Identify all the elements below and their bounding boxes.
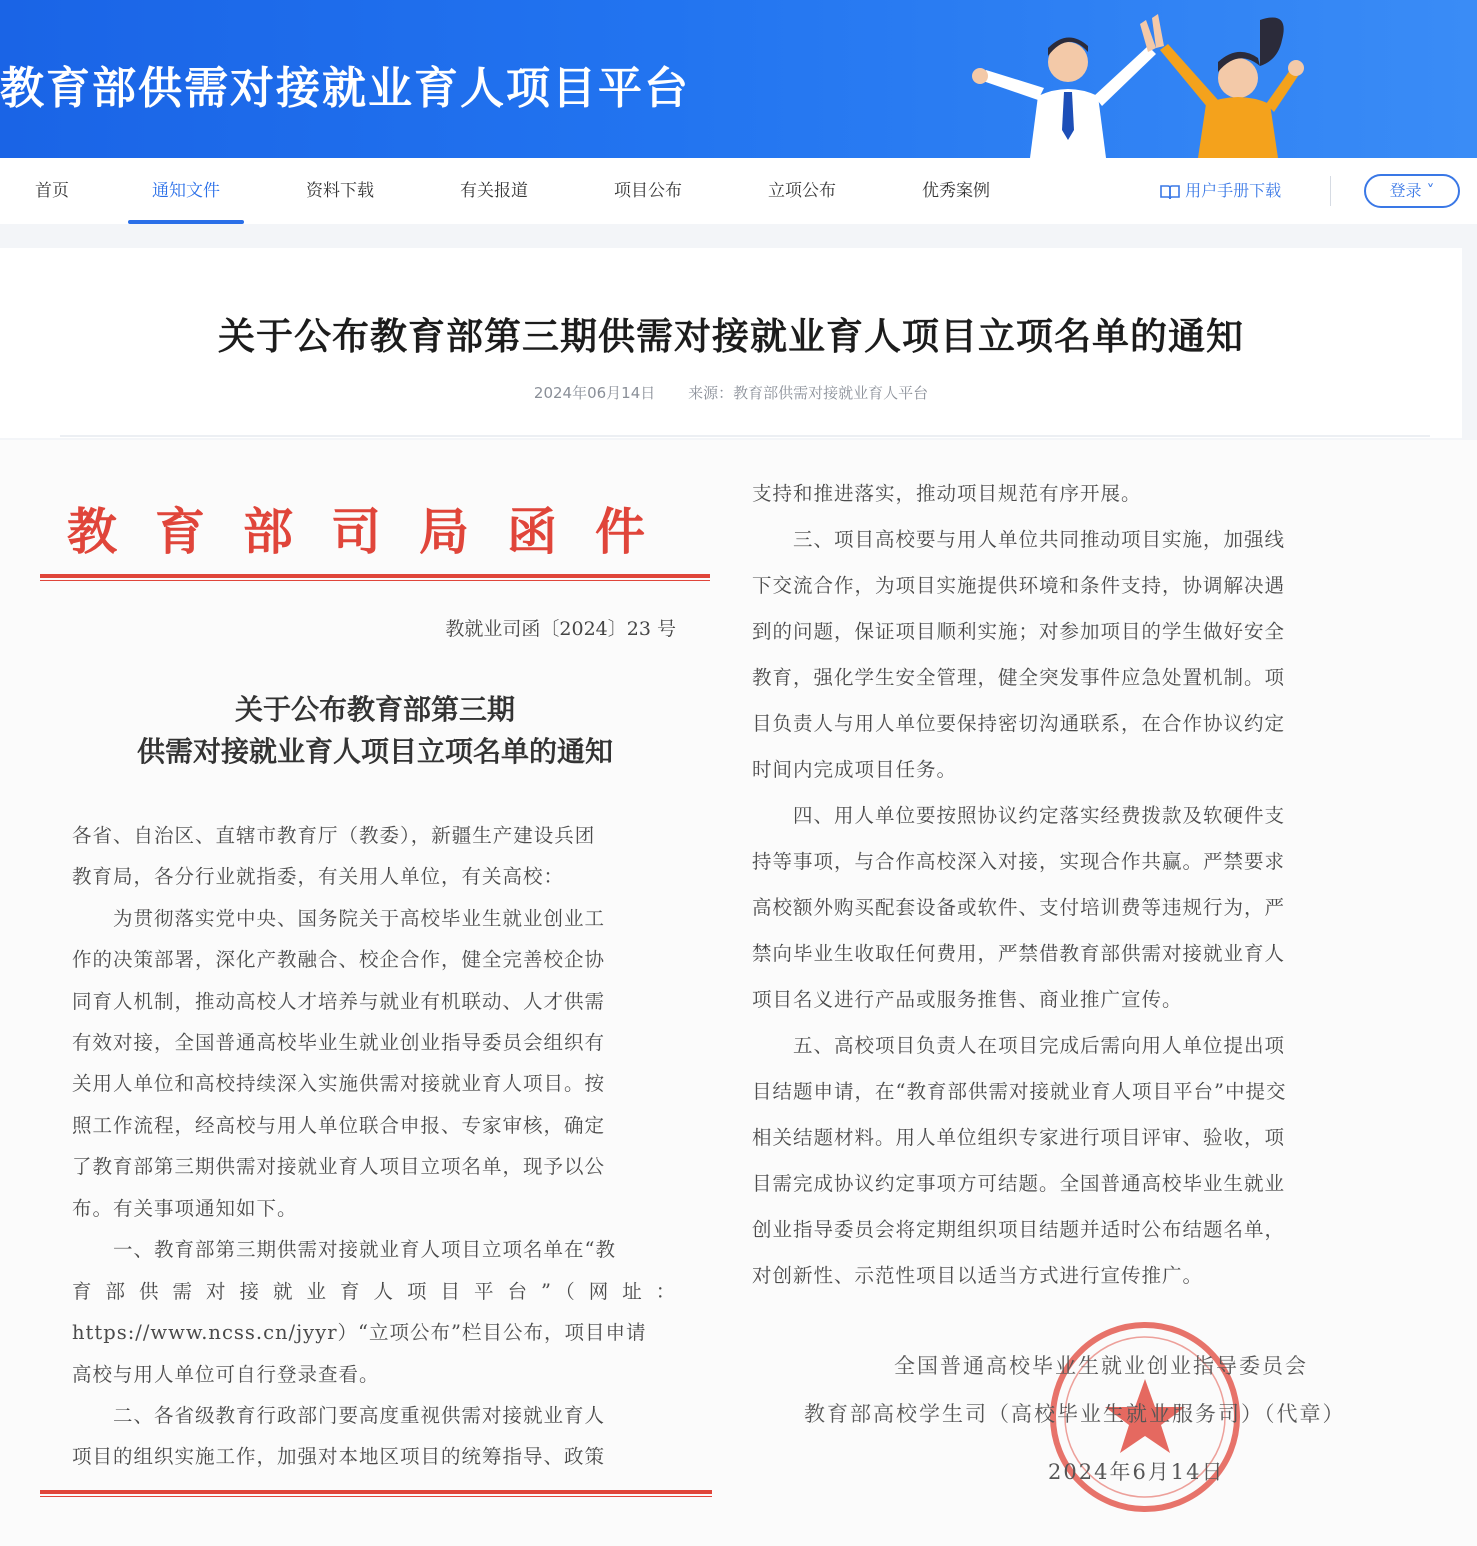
doc-line: 作的决策部署，深化产教融合、校企合作，健全完善校企协: [72, 948, 606, 971]
signature-department: 教育部高校学生司（高校毕业生就业服务司）（代章）: [804, 1402, 1346, 1426]
nav-item-downloads[interactable]: 资料下载: [306, 181, 374, 201]
doc-line: 教育，强化学生安全管理，健全突发事件应急处置机制。项: [752, 666, 1286, 689]
doc-line: 目负责人与用人单位要保持密切沟通联系，在合作协议约定: [752, 712, 1286, 735]
doc-line: 五、高校项目负责人在项目完成后需向用人单位提出项: [752, 1034, 1286, 1057]
doc-line: 布。有关事项通知如下。: [72, 1197, 298, 1220]
article-source: 来源：教育部供需对接就业育人平台: [688, 384, 929, 402]
doc-line: 项目的组织实施工作，加强对本地区项目的统筹指导、政策: [72, 1445, 606, 1468]
doc-line: 同育人机制，推动高校人才培养与就业有机联动、人才供需: [72, 990, 606, 1013]
signature-date: 2024年6月14日: [1048, 1460, 1225, 1484]
article-header: [0, 248, 1462, 438]
doc-line: 四、用人单位要按照协议约定落实经费拨款及软硬件支: [752, 804, 1286, 827]
article-meta: [0, 382, 1462, 403]
document-bottom-rule-thin: [40, 1496, 712, 1497]
doc-line: 时间内完成项目任务。: [752, 758, 958, 781]
nav-item-home[interactable]: 首页: [35, 181, 69, 201]
doc-line: 一、教育部第三期供需对接就业育人项目立项名单在“教: [72, 1238, 616, 1261]
doc-line: 下交流合作，为项目实施提供环境和条件支持，协调解决遇: [752, 574, 1286, 597]
doc-line: 教育局，各分行业就指委，有关用人单位，有关高校：: [72, 865, 565, 888]
doc-line: 各省、自治区、直辖市教育厅（教委），新疆生产建设兵团: [72, 824, 596, 847]
user-manual-download-link[interactable]: [1160, 158, 1281, 224]
doc-line: 禁向毕业生收取任何费用，严禁借教育部供需对接就业育人: [752, 942, 1286, 965]
high-five-illustration-icon: [960, 0, 1320, 158]
document-title-line-2: 供需对接就业育人项目立项名单的通知: [136, 735, 613, 768]
doc-line: 高校与用人单位可自行登录查看。: [72, 1363, 380, 1386]
doc-line: 持等事项，与合作高校深入对接，实现合作共赢。严禁要求: [752, 850, 1286, 873]
doc-line: 目结题申请，在“教育部供需对接就业育人项目平台”中提交: [752, 1080, 1287, 1103]
document-letterhead: 教育部司局函件: [67, 502, 683, 561]
divider: [60, 435, 1430, 437]
doc-line: 项目名义进行产品或服务推售、商业推广宣传。: [752, 988, 1183, 1011]
doc-line: https://www.ncss.cn/jyyr）“立项公布”栏目公布，项目申请: [72, 1321, 647, 1344]
document-number: 教就业司函〔2024〕23 号: [445, 618, 676, 640]
nav-item-approved-projects[interactable]: 立项公布: [768, 181, 836, 201]
nav-item-reports[interactable]: 有关报道: [460, 181, 528, 201]
doc-line: 二、各省级教育行政部门要高度重视供需对接就业育人: [72, 1404, 606, 1427]
article-date: 2024年06月14日: [533, 384, 656, 402]
doc-line: 有效对接，全国普通高校毕业生就业创业指导委员会组织有: [72, 1031, 606, 1054]
doc-line: 对创新性、示范性项目以适当方式进行宣传推广。: [752, 1264, 1204, 1287]
signature-committee: 全国普通高校毕业生就业创业指导委员会: [894, 1354, 1308, 1378]
user-manual-label: 用户手册下载: [1185, 181, 1282, 200]
nav-divider: [1330, 176, 1331, 206]
doc-line: 三、项目高校要与用人单位共同推动项目实施，加强线: [752, 528, 1286, 551]
book-icon: [1160, 184, 1180, 200]
doc-line: 相关结题材料。用人单位组织专家进行项目评审、验收，项: [752, 1126, 1286, 1149]
header-banner: [0, 0, 1477, 158]
document-bottom-rule: [40, 1490, 712, 1494]
site-title: 教育部供需对接就业育人项目平台: [0, 63, 690, 114]
doc-line: 照工作流程，经高校与用人单位联合申报、专家审核，确定: [72, 1114, 606, 1137]
doc-line: 支持和推进落实，推动项目规范有序开展。: [752, 482, 1142, 505]
letterhead-rule-thin: [40, 580, 710, 581]
doc-line: 育部供需对接就业育人项目平台”（网址：: [72, 1280, 690, 1303]
doc-line: 目需完成协议约定事项方可结题。全国普通高校毕业生就业: [752, 1172, 1286, 1195]
doc-line: 高校额外购买配套设备或软件、支付培训费等违规行为，严: [752, 896, 1286, 919]
nav-item-excellent-cases[interactable]: 优秀案例: [922, 181, 990, 201]
doc-line: 创业指导委员会将定期组织项目结题并适时公布结题名单，: [752, 1218, 1286, 1241]
doc-line: 到的问题，保证项目顺利实施；对参加项目的学生做好安全: [752, 620, 1286, 643]
nav-item-project-announce[interactable]: 项目公布: [614, 181, 682, 201]
doc-line: 了教育部第三期供需对接就业育人项目立项名单，现予以公: [72, 1155, 606, 1178]
main-nav: [0, 158, 1477, 224]
article-title: 关于公布教育部第三期供需对接就业育人项目立项名单的通知: [218, 315, 1244, 358]
nav-item-notices[interactable]: 通知文件: [128, 158, 244, 224]
doc-line: 关用人单位和高校持续深入实施供需对接就业育人项目。按: [72, 1072, 606, 1095]
doc-line: 为贯彻落实党中央、国务院关于高校毕业生就业创业工: [72, 907, 606, 930]
login-button[interactable]: 登录 ˅: [1364, 174, 1460, 208]
letterhead-rule: [40, 574, 710, 578]
document-scan: [0, 440, 1477, 1546]
document-title-line-1: 关于公布教育部第三期: [234, 693, 515, 726]
